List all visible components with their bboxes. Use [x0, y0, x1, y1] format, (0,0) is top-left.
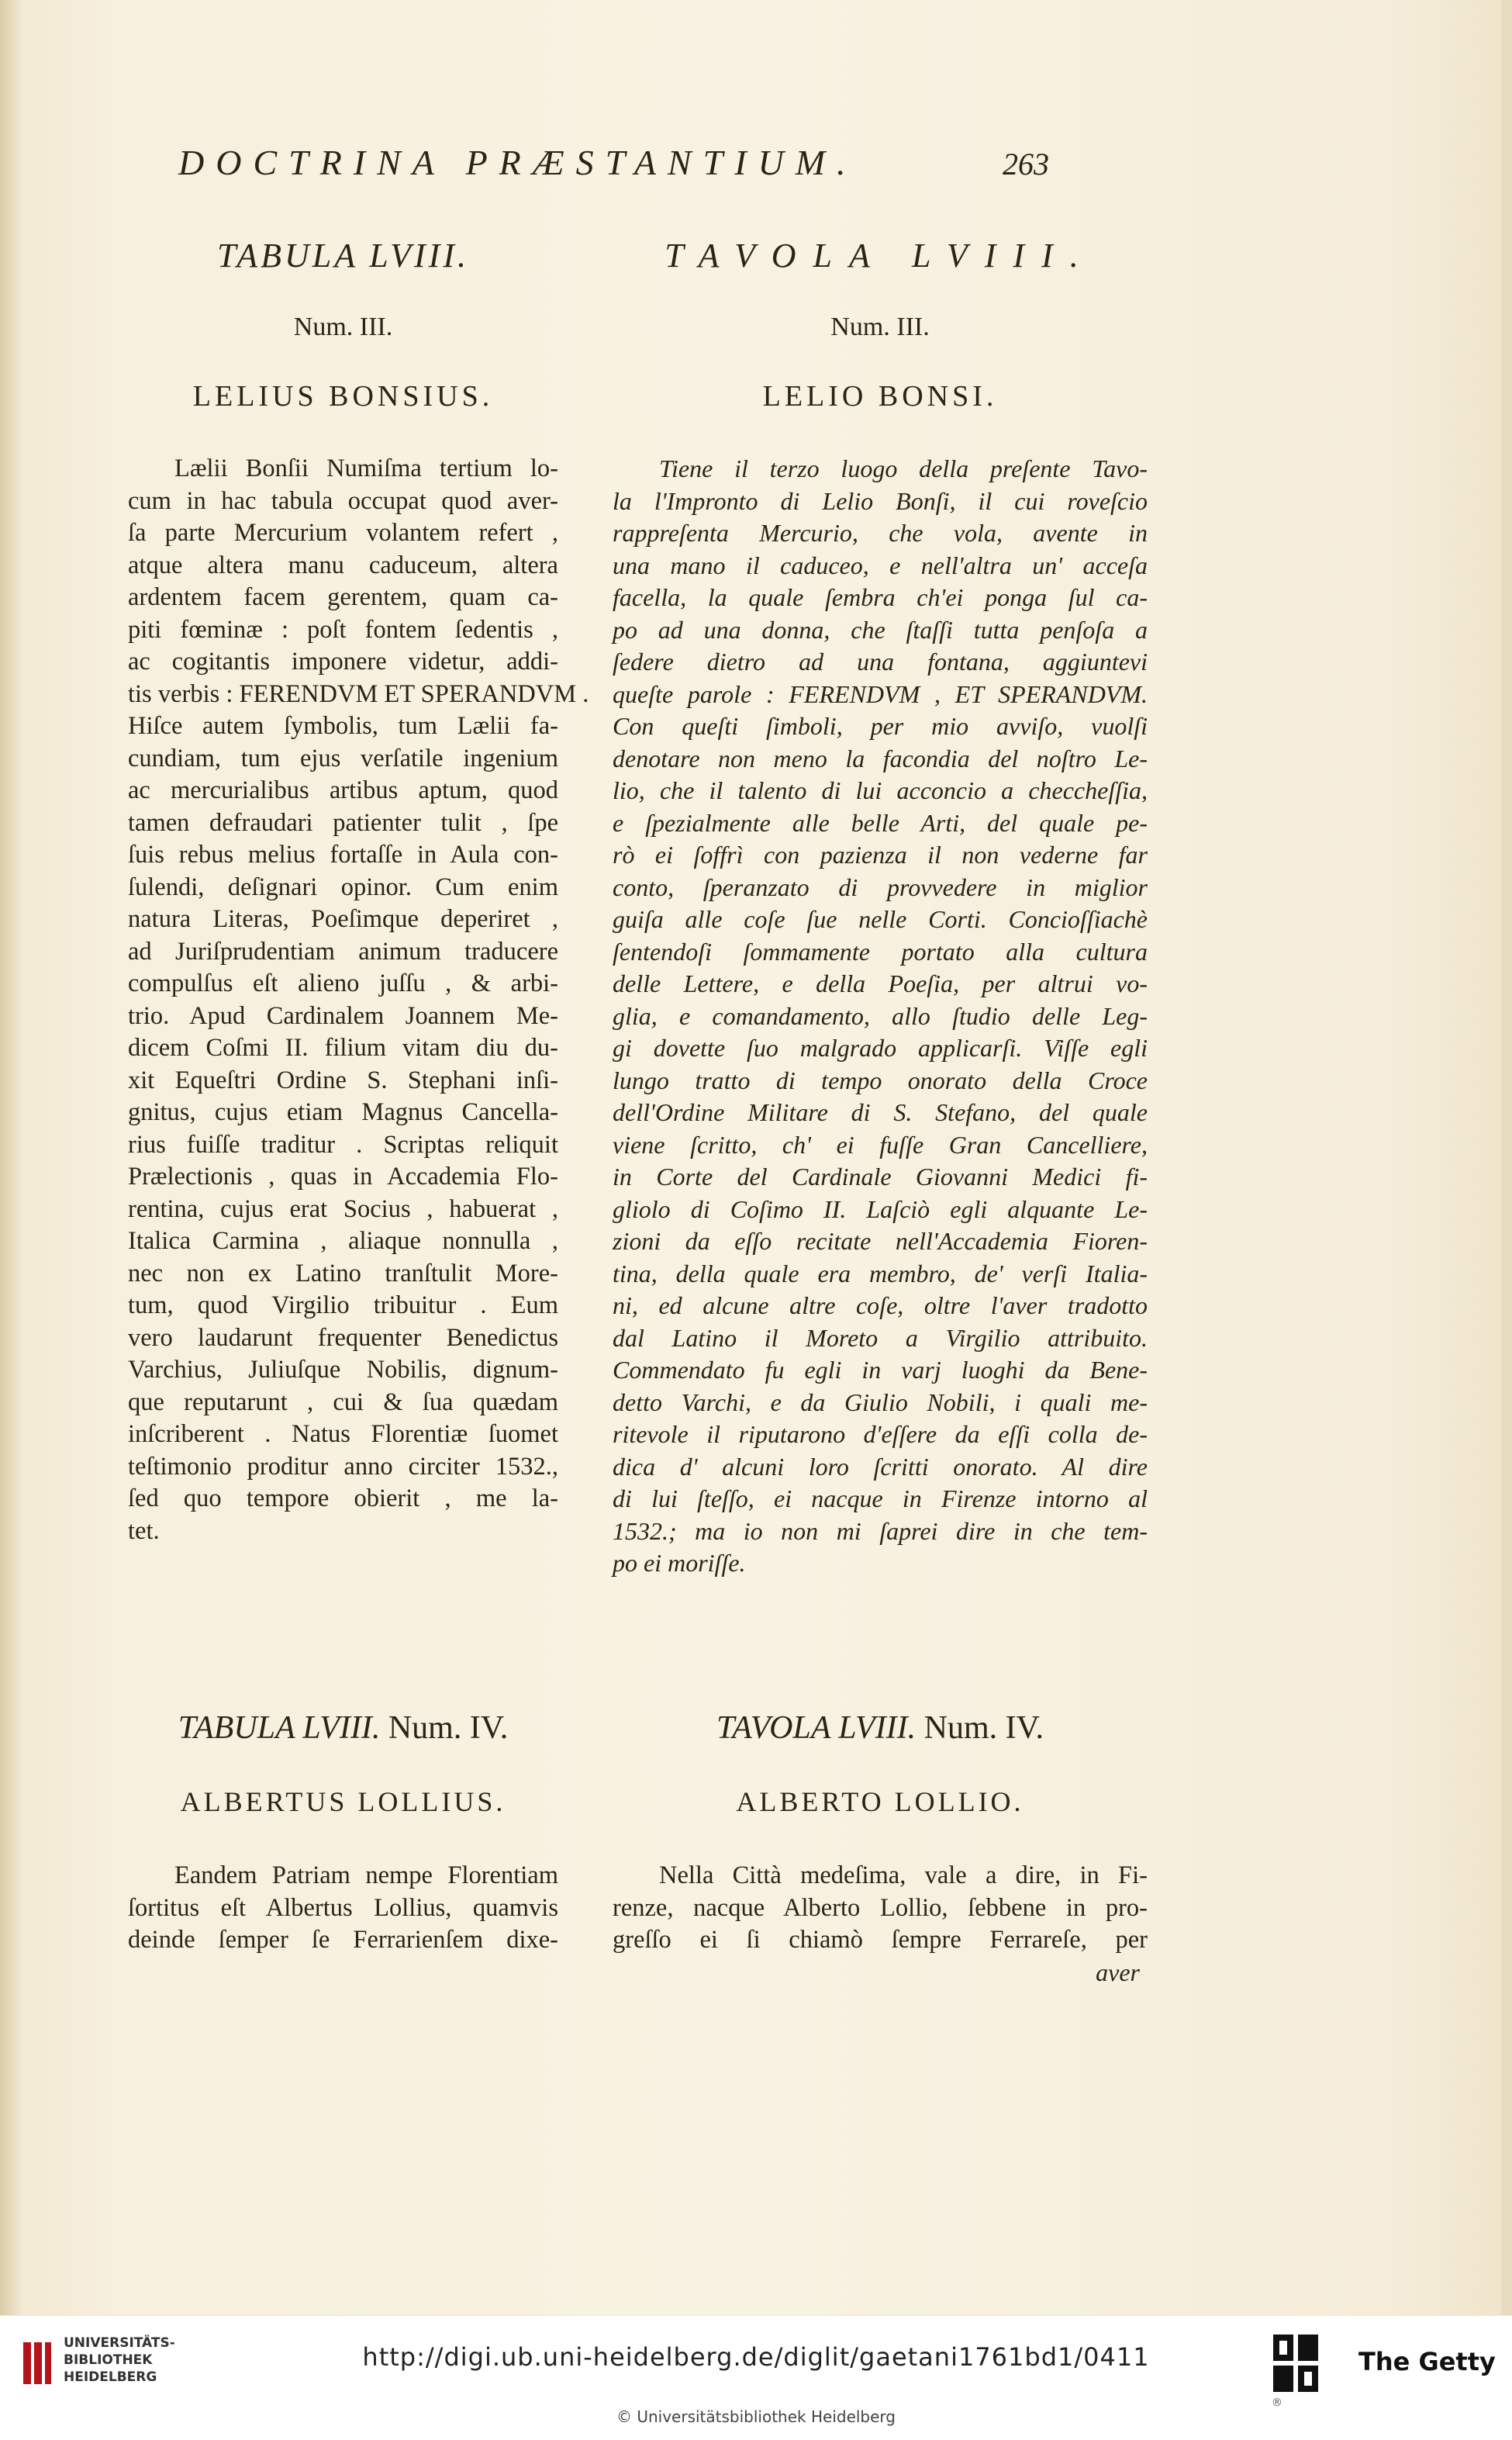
latin-name-heading-2: ALBERTUS LOLLIUS.	[180, 1786, 506, 1817]
latin-body-text	[128, 453, 589, 1547]
text-line: nec non ex Latino tranſtulit More-	[128, 1259, 558, 1287]
text-line: vero laudarunt frequenter Benedictus	[128, 1323, 558, 1352]
text-line: inſcriberent . Natus Florentiæ ſuomet	[128, 1420, 558, 1448]
text-line: atque altera manu caduceum, altera	[128, 551, 558, 579]
text-line: facella, la quale ſembra ch'ei ponga ſul ca-	[613, 583, 1148, 611]
text-line: delle Lettere, e della Poeſia, per altrui vo-	[613, 969, 1148, 997]
text-line: greſſo ei ſi chiamò ſempre Ferrareſe, per	[613, 1926, 1148, 1954]
latin-name-heading: LELIUS BONSIUS.	[192, 380, 494, 413]
text-line: conto, ſperanzato di provvedere in miglior	[613, 873, 1148, 901]
text-line: compulſus eſt alieno juſſu , & arbi-	[128, 969, 558, 997]
text-line: queſte parole : FERENDVM , ET SPERANDVM.	[613, 679, 1148, 708]
text-line: po ei moriſſe.	[613, 1549, 746, 1577]
text-line: Nella Città medeſima, vale a dire, in Fi-	[659, 1861, 1148, 1889]
text-line: tum, quod Virgilio tribuitur . Eum	[128, 1291, 558, 1319]
text-line: rò ei ſoffrì con pazienza il non vederne far	[613, 841, 1148, 869]
getty-name[interactable]: The Getty	[1358, 2347, 1496, 2376]
text-line: Commendato fu egli in varj luoghi da Bene-	[613, 1356, 1148, 1384]
permalink-url[interactable]: http://digi.ub.uni-heidelberg.de/diglit/gaetani1761bd1/0411	[362, 2342, 1150, 2372]
text-line: e ſpezialmente alle belle Arti, del quale pe-	[613, 808, 1148, 837]
text-line: ſortitus eſt Albertus Lollius, quamvis	[128, 1893, 558, 1922]
text-line: rentina, cujus erat Socius , habuerat ,	[128, 1194, 558, 1223]
text-line: gnitus, cujus etiam Magnus Cancella-	[128, 1098, 558, 1126]
text-line: Hiſce autem ſymbolis, tum Lælii fa-	[128, 712, 558, 740]
text-line: in Corte del Cardinale Giovanni Medici fi-	[613, 1163, 1148, 1191]
text-line: viene ſcritto, ch' ei fuſſe Gran Cancelliere,	[613, 1130, 1148, 1159]
text-line: Tiene il terzo luogo della preſente Tavo-	[659, 454, 1148, 482]
text-line: ritevole il riputarono d'eſſere da eſſi colla de-	[613, 1420, 1148, 1448]
text-line: natura Literas, Poeſimque deperiret ,	[128, 905, 558, 933]
text-line: rius fuiſſe traditur . Scriptas reliquit	[128, 1130, 558, 1159]
text-line: detto Varchi, e da Giulio Nobili, i quali me-	[613, 1388, 1148, 1416]
text-line: dell'Ordine Militare di S. Stefano, del quale	[613, 1098, 1148, 1126]
text-line: di lui ſteſſo, ei nacque in Firenze intorno al	[613, 1484, 1148, 1512]
text-line: zioni da eſſo recitate nell'Accademia Fioren-	[613, 1227, 1148, 1255]
text-line: teſtimonio proditur anno circiter 1532.,	[128, 1452, 558, 1481]
text-line: ſentendoſi ſommamente portato alla cultura	[613, 937, 1148, 966]
text-line: dal Latino il Moreto a Virgilio attribuito.	[613, 1323, 1148, 1352]
text-line: Lælii Bonſii Numiſma tertium lo-	[174, 454, 558, 482]
page-edge	[1501, 0, 1512, 2315]
text-line: ac cogitantis imponere videtur, addi-	[128, 648, 558, 676]
text-line: ſuis rebus melius fortaſſe in Aula con-	[128, 841, 558, 869]
logo-line-2: BIBLIOTHEK	[64, 2352, 153, 2368]
latin-number-2: Num. IV.	[388, 1710, 509, 1746]
viewer-footer	[0, 2315, 1512, 2440]
text-line: trio. Apud Cardinalem Joannem Me-	[128, 1001, 558, 1030]
italian-body-text	[613, 453, 1148, 1580]
text-line: xit Equeſtri Ordine S. Stephani inſi-	[128, 1066, 558, 1094]
text-line: denotare non meno la facondia del noſtro Le-	[613, 744, 1148, 772]
text-line: tamen defraudari patienter tulit , ſpe	[128, 808, 558, 837]
text-line: ſa parte Mercurium volantem refert ,	[128, 519, 558, 547]
italian-name-heading: LELIO BONSI.	[762, 380, 998, 413]
text-line: lungo tratto di tempo onorato della Croce	[613, 1066, 1148, 1094]
text-line: renze, nacque Alberto Lollio, ſebbene in pro-	[613, 1893, 1148, 1922]
text-line: gi dovette ſuo malgrado applicarſi. Viſſe egli	[613, 1034, 1148, 1062]
logo-line-3: HEIDELBERG	[64, 2369, 157, 2385]
text-line: la l'Impronto di Lelio Bonſi, il cui roveſcio	[613, 486, 1148, 515]
text-line: piti fœminæ : poſt fontem ſedentis ,	[128, 615, 558, 644]
text-line: ſed quo tempore obierit , me la-	[128, 1484, 558, 1512]
text-line: ardentem facem gerentem, quam ca-	[128, 583, 558, 611]
text-line: tis verbis : FERENDVM ET SPERANDVM .	[128, 679, 589, 708]
text-line: 1532.; ma io non mi ſaprei dire in che tem-	[613, 1516, 1148, 1545]
latin-column	[128, 233, 589, 1547]
text-line: Con queſti ſimboli, per mio avviſo, vuolſi	[613, 712, 1148, 740]
text-line: lio, che il talento di lui acconcio a checcheſſia,	[613, 776, 1148, 804]
text-line: deinde ſemper ſe Ferrarienſem dixe-	[128, 1926, 558, 1954]
latin-plate-label-2: TABULA LVIII.	[178, 1710, 381, 1746]
text-line: tina, della quale era membro, de' verſi Italia-	[613, 1259, 1148, 1287]
text-line: Eandem Patriam nempe Florentiam	[174, 1861, 558, 1889]
italian-plate-title-2	[613, 1706, 1148, 1750]
italian-body-text-2	[613, 1860, 1148, 1957]
latin-number: Num. III.	[293, 313, 393, 341]
italian-plate-label-2: TAVOLA LVIII.	[716, 1710, 917, 1746]
italian-column	[613, 233, 1148, 1580]
text-line: cundiam, tum ejus verſatile ingenium	[128, 744, 558, 772]
logo-line-1: UNIVERSITÄTS-	[64, 2335, 175, 2351]
text-line: una mano il caduceo, e nell'altra un' acceſa	[613, 551, 1148, 579]
text-line: po ad una donna, che ſtaſſi tutta penſoſa a	[613, 615, 1148, 644]
italian-number-2: Num. IV.	[923, 1710, 1044, 1746]
text-line: Prælectionis , quas in Accademia Flo-	[128, 1163, 558, 1191]
text-line: ad Juriſprudentiam animum traducere	[128, 937, 558, 966]
latin-plate-title-2	[128, 1706, 558, 1750]
text-line: guiſa alle coſe ſue nelle Corti. Concioſſiachè	[613, 905, 1148, 933]
copyright-notice: © Universitätsbibliothek Heidelberg	[616, 2407, 896, 2426]
running-head: DOCTRINA PRÆSTANTIUM.	[178, 143, 858, 182]
latin-body-text-2	[128, 1860, 558, 1957]
latin-plate-title: TABULA LVIII.	[217, 237, 469, 275]
latin-entry-2	[128, 1706, 558, 1957]
italian-entry-2	[613, 1706, 1148, 1989]
text-line: ac mercurialibus artibus aptum, quod	[128, 776, 558, 804]
text-line: dicem Coſmi II. filium vitam diu du-	[128, 1034, 558, 1062]
catchword: aver	[1096, 1958, 1140, 1986]
italian-name-heading-2: ALBERTO LOLLIO.	[736, 1786, 1024, 1817]
text-line: cum in hac tabula occupat quod aver-	[128, 486, 558, 515]
text-line: glia, e comandamento, allo ſtudio delle Leg-	[613, 1001, 1148, 1030]
page-number: 263	[1003, 147, 1049, 181]
text-line: rappreſenta Mercurio, che vola, avente in	[613, 519, 1148, 547]
getty-logo-icon	[1272, 2333, 1320, 2393]
text-line: tet.	[128, 1516, 160, 1545]
text-line: ſedere dietro ad una fontana, aggiuntevi	[613, 648, 1148, 676]
italian-number: Num. III.	[830, 313, 930, 341]
text-line: Varchius, Juliuſque Nobilis, dignum-	[128, 1356, 558, 1384]
registered-mark: ®	[1272, 2397, 1282, 2409]
text-line: gliolo di Coſimo II. Laſciò egli alquante Le-	[613, 1194, 1148, 1223]
text-line: ſulendi, deſignari opinor. Cum enim	[128, 873, 558, 901]
text-line: que reputarunt , cui & ſua quædam	[128, 1388, 558, 1416]
italian-plate-title: TAVOLA LVIII.	[665, 237, 1096, 275]
page-spine-shadow	[0, 0, 22, 2315]
text-line: dica d' alcuni loro ſcritti onorato. Al dire	[613, 1452, 1148, 1481]
text-line: Italica Carmina , aliaque nonnulla ,	[128, 1227, 558, 1255]
text-line: ni, ed alcune altre coſe, oltre l'aver tradotto	[613, 1291, 1148, 1319]
